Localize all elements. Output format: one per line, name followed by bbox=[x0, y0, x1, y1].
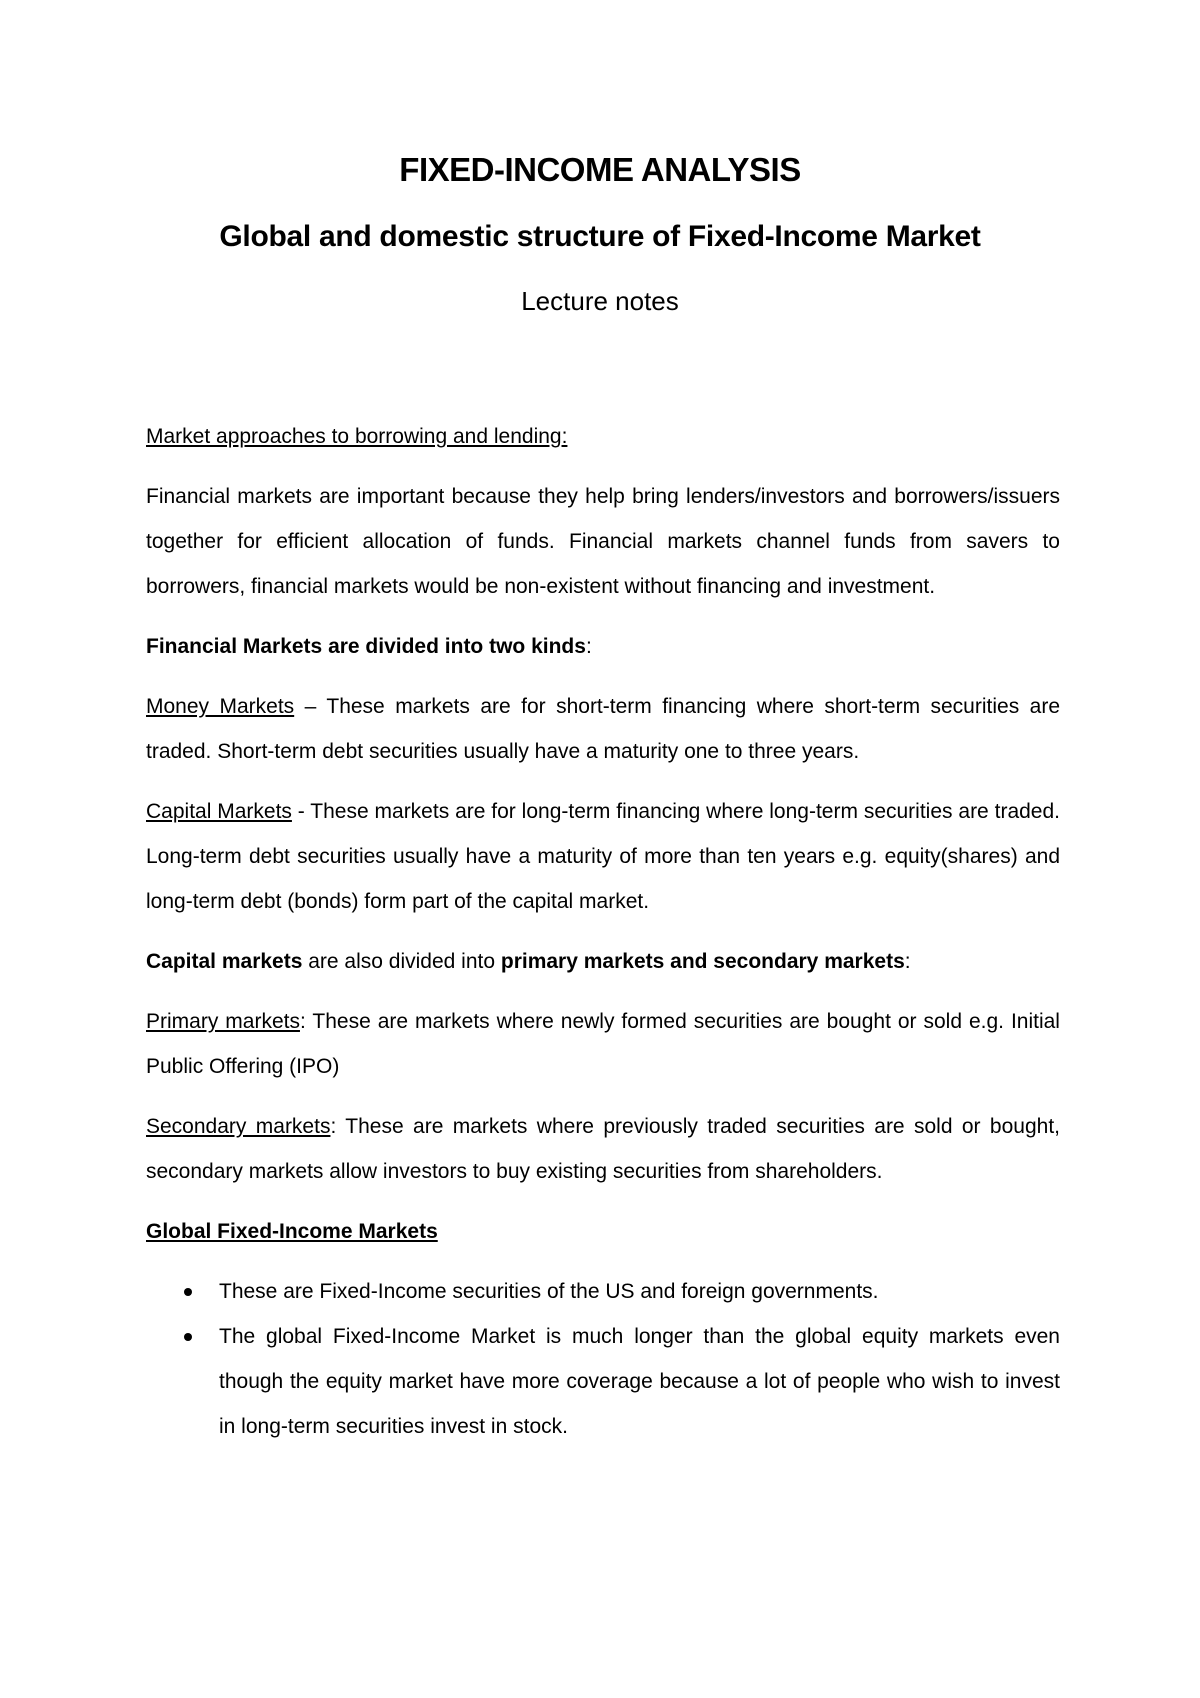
money-markets-term: Money Markets bbox=[146, 695, 295, 718]
document-body bbox=[146, 414, 1060, 1449]
document-subtitle: Global and domestic structure of Fixed-Income Market bbox=[219, 220, 981, 253]
lecture-notes-label: Lecture notes bbox=[521, 286, 679, 316]
list-item bbox=[146, 1314, 1060, 1449]
primary-markets-paragraph bbox=[146, 999, 1060, 1089]
approaches-heading-text: Market approaches to borrowing and lending: bbox=[146, 425, 568, 448]
list-item-text: The global Fixed-Income Market is much longer than the global equity markets even though the equity market have more coverage because a lot of people who wish to invest in long-term securities invest in stock. bbox=[219, 1325, 1060, 1438]
money-markets-paragraph bbox=[146, 684, 1060, 774]
list-item bbox=[146, 1269, 1060, 1314]
global-heading bbox=[146, 1209, 1060, 1254]
capital-divided-bold-2: primary markets and secondary markets bbox=[500, 950, 905, 973]
capital-divided-paragraph bbox=[146, 939, 1060, 984]
money-markets-text: – These markets are for short-term financing where short-term securities are traded. Short-term debt securities usually have a maturity one to three years. bbox=[146, 695, 1061, 763]
global-heading-text: Global Fixed-Income Markets bbox=[146, 1220, 438, 1243]
kinds-heading bbox=[146, 624, 1060, 669]
secondary-markets-term: Secondary markets bbox=[146, 1115, 331, 1138]
bullet-icon bbox=[184, 1333, 192, 1341]
capital-divided-text: are also divided into bbox=[302, 950, 501, 973]
kinds-heading-colon: : bbox=[585, 635, 592, 658]
primary-markets-text: : These are markets where newly formed securities are bought or sold e.g. Initial Public Offering (IPO) bbox=[146, 1010, 1060, 1078]
kinds-heading-text: Financial Markets are divided into two kinds bbox=[146, 635, 586, 658]
capital-markets-term: Capital Markets bbox=[146, 800, 292, 823]
capital-markets-text: - These markets are for long-term financing where long-term securities are traded. Long-term debt securities usually have a maturity of more than ten years e.g. equity(shares) and long-term debt (bonds) form part of the capital market. bbox=[146, 800, 1060, 913]
intro-paragraph: Financial markets are important because they help bring lenders/investors and borrowers/issuers together for efficient allocation of funds. Financial markets channel funds from savers to borrowers, financial markets would be non-existent without financing and investment. bbox=[146, 485, 1060, 598]
document-title: FIXED-INCOME ANALYSIS bbox=[399, 151, 801, 188]
global-bullet-list bbox=[146, 1269, 1060, 1449]
approaches-heading bbox=[146, 414, 1060, 459]
secondary-markets-text: : These are markets where previously traded securities are sold or bought, secondary markets allow investors to buy existing securities from shareholders. bbox=[146, 1115, 1060, 1183]
list-item-text: These are Fixed-Income securities of the US and foreign governments. bbox=[219, 1280, 879, 1303]
capital-markets-paragraph bbox=[146, 789, 1060, 924]
capital-divided-colon: : bbox=[904, 950, 911, 973]
secondary-markets-paragraph bbox=[146, 1104, 1060, 1194]
capital-divided-bold-1: Capital markets bbox=[146, 950, 303, 973]
primary-markets-term: Primary markets bbox=[146, 1010, 300, 1033]
bullet-icon bbox=[184, 1288, 192, 1296]
